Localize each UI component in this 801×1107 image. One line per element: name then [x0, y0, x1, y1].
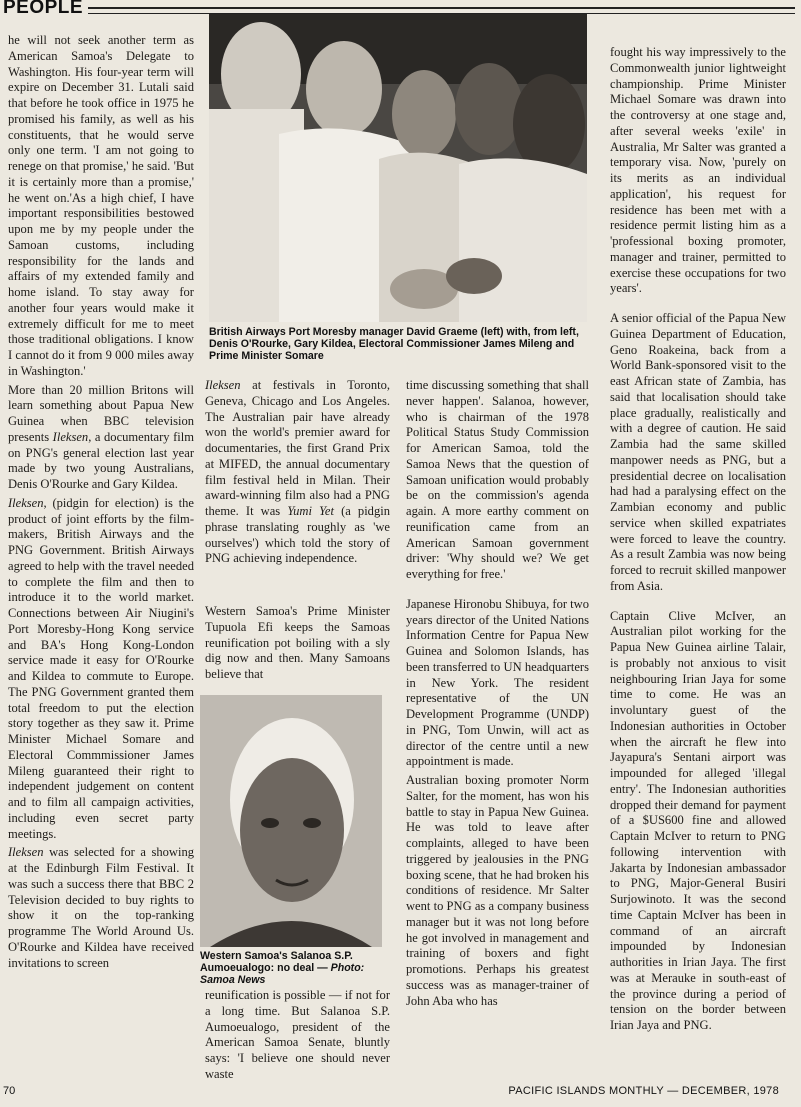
portrait-caption: Western Samoa's Salanoa S.P. Aumoeualogo: no deal — Photo: Samoa News [200, 950, 365, 987]
column-1 [8, 33, 194, 1058]
column-2-bottom [205, 988, 390, 1081]
film-title: Ileksen [8, 845, 44, 860]
portrait-photo [200, 695, 382, 947]
film-title: Ileksen [52, 429, 89, 444]
article-ileksen-festivals: Ileksen at festivals in Toronto, Geneva, Chicago and Los Angeles. The Australian pair have already won the world's premier award for documentaries, the first Grand Prix at MIFED, the annual documentary film festival held in Milan. Their award-winning film also had a PNG theme. It was Yumi Yet (a pidgin phrase translating roughly as 'we ourselves') which told the story of PNG achieving independence. [205, 378, 390, 566]
film-title: Ileksen [8, 495, 44, 510]
article-samoa-status: time discussing something that shall never happen'. Salanoa, however, who is chairman of the 1978 Political Status Study Commission for American Samoa, told the Samoa News that the question of Samoan unification would probably be on the commission's agenda again. A more earthy comment on reunification came from an American Samoan government driver: 'Why should we? We get everything for free.' [406, 378, 589, 581]
article-mciver-irian-jaya: Captain Clive McIver, an Australian pilot working for the Papua New Guinea airline Talair, is probably not anxious to visit neighbouring Irian Jaya for some time to come. He was an involuntary guest of the Indonesian authorities in October when the aircraft he flew into Jayapura's Sentani airport was impounded for alleged 'illegal entry'. The Indonesian authorities dropped their demand for payment of a $US600 fine and allowed Captain McIver to return to PNG following intervention with Jakarta by Indonesian ambassador to PNG, Major-General Busiri Surjowinoto. It was the second time Captain McIver has been in command of an aircraft impounded by Indonesian authorities in Irian Jaya. The first was at Merauke in south-east of the province during a period of tension on the border between Irian Jaya and PNG. [610, 608, 786, 1032]
top-photo-image [209, 14, 587, 322]
section-label: PEOPLE [3, 0, 84, 18]
article-samoa-reunification: Western Samoa's Prime Minister Tupuola Efi keeps the Samoas reunification pot boiling with a sly dig now and then. Many Samoans believe that [205, 604, 390, 681]
header-rule [88, 7, 795, 14]
column-4 [610, 45, 786, 1060]
article-ileksen-body: Ileksen, (pidgin for election) is the product of joint efforts by the film-makers, British Airways and the PNG Government. British Airways agreed to help with the travel needed to complete the film and then to introduce it to the world market. Connections between Air Niugini's Port Moresby-Hong Kong service and BA's Hong Kong-London service made it easy for O'Rourke and Kildea to commute to Europe. The PNG Government granted them total freedom to put the election story together as they saw it. Prime Minister Michael Somare and Electoral Commmissioner James Mileng guaranteed their right to independent judgement on content and to film all campaign activities, including even secret party meetings. [8, 495, 194, 841]
photo-credit: Photo: Samoa News [200, 962, 365, 987]
top-photo-caption: British Airways Port Moresby manager David Graeme (left) with, from left, Denis O'Rourke, Gary Kildea, Electoral Commissioner James Mileng and Prime Minister Somare [209, 326, 579, 363]
article-zambia-localisation: A senior official of the Papua New Guinea Department of Education, Geno Roakeina, back from a World Bank-sponsored visit to the east African state of Zambia, has said that localisation should take place gradually, realistically and with a degree of caution. He said Zambia had the same skilled manpower needs as PNG, but a presidential decree on localisation had had a paralysing effect on the Zambian economy and public service when skilled expatriates were forced to leave the country. As a result Zambia was now being forced to recruit skilled manpower from Asia. [610, 311, 786, 593]
article-samoa-reunification-continued: reunification is possible — if not for a long time. But Salanoa S.P. Aumoeualogo, president of the American Samoa Senate, bluntly says: 'I believe one should never waste [205, 988, 390, 1081]
article-ileksen-intro: More than 20 million Britons will learn something about Papua New Guinea when BBC television presents Ileksen, a documentary film on PNG's general election last year made by two young Australians, Denis O'Rourke and Gary Kildea. [8, 382, 194, 491]
top-photo [209, 14, 587, 322]
page-number: 70 [3, 1085, 16, 1097]
article-lutali-continued: he will not seek another term as American Samoa's Delegate to Washington. His four-year term will expire on December 31. Lutali said that before he took office in 1975 he promised his family, as well as his constituents, that he would serve only one term. 'I am not going to renege on that promise,' he said. 'But it is certainly more than a promise,' he went on.'As a high chief, I have important responsibilities bestowed upon me by my people under the Samoan customs, including responsibility for the lands and affairs of my extended family and home island. To stay away for another four years would make it extremely difficult for me to meet those traditional obligations. I know I cannot do it from 9 000 miles away in Washington.' [8, 33, 194, 378]
column-3 [406, 378, 589, 1060]
film-title: Ileksen [205, 378, 241, 392]
article-un-shibuya: Japanese Hironobu Shibuya, for two years director of the United Nations Information Centre for Papua New Guinea and Solomon Islands, has been transferred to UN headquarters in New York. The resident representative of the UN Development Programme (UNDP) in PNG, Tom Unwin, will act as director of the centre until a new appointment is made. [406, 596, 589, 769]
portrait-image [200, 695, 382, 947]
article-salter-boxing: Australian boxing promoter Norm Salter, for the moment, has won his battle to stay in Papua New Guinea. He was told to leave after complaints, alleged to have been triggered by jealousies in the PNG boxing scene, that he had broken his conditions of residence. Mr Salter went to PNG as a company business manager but it was not long before he got involved in management and training of boxers and fight promotions. Perhaps his greatest success was as manager-trainer of John Aba who has [406, 773, 589, 1008]
article-salter-continued: fought his way impressively to the Commonwealth junior lightweight championship. Prime Minister Michael Somare was drawn into the controversy at one stage and, after several weeks 'exile' in Australia, Mr Salter was granted a temporary visa. Now, 'purely on its merits as an individual application', his request for residence has been met with a residence permit listing him as a 'professional boxing promoter, manager and trainer, permitted to exercise these occupations for two years'. [610, 45, 786, 296]
running-footer: PACIFIC ISLANDS MONTHLY — DECEMBER, 1978 [508, 1085, 779, 1097]
article-ileksen-edinburgh: Ileksen was selected for a showing at the Edinburgh Film Festival. It was such a success there that BBC 2 Television decided to buy rights to show it on the top-ranking programme The World Around Us. O'Rourke and Kildea have received invitations to screen [8, 845, 194, 970]
film-title: Yumi Yet [287, 504, 334, 518]
